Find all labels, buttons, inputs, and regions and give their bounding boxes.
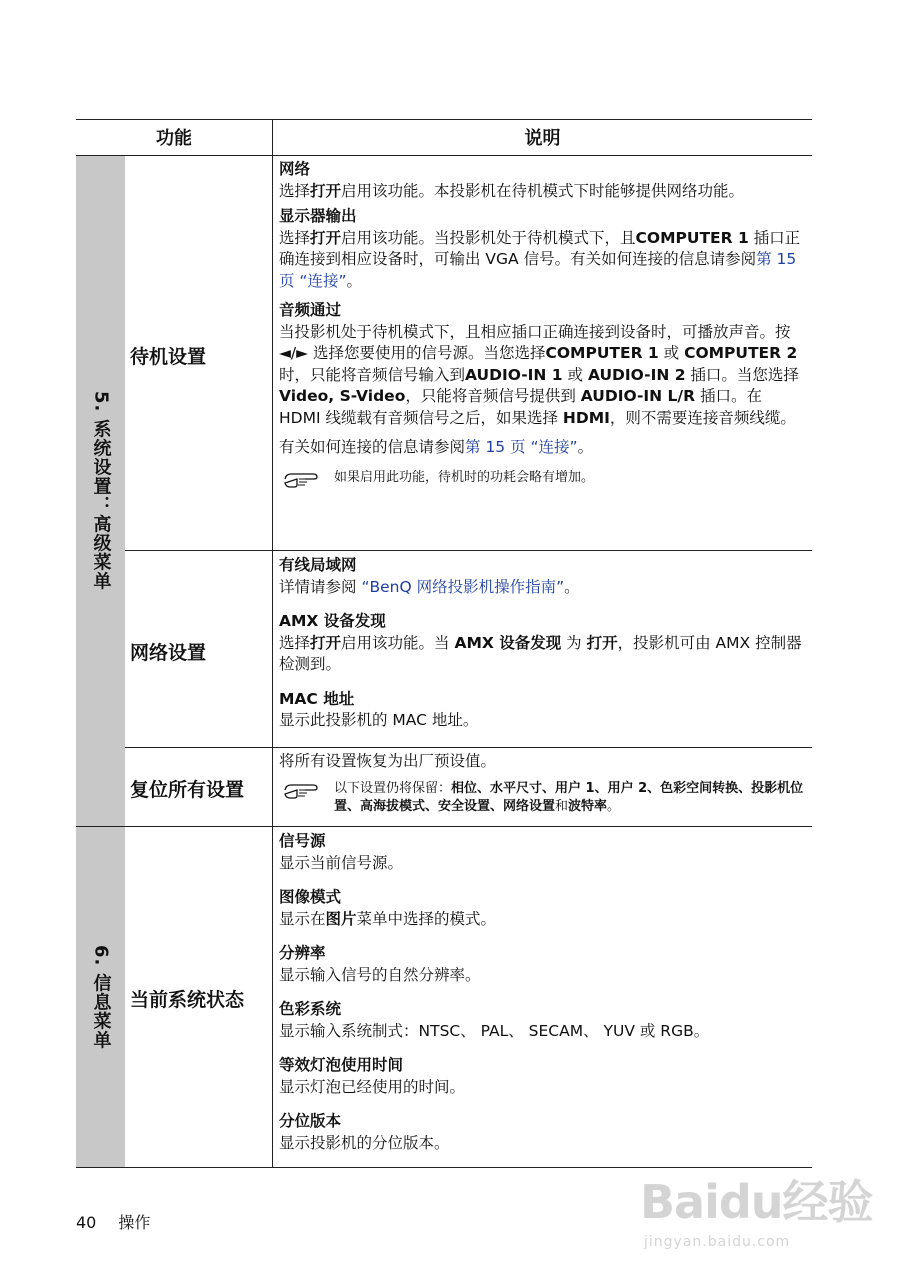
watermark-url: jingyan.baidu.com: [644, 1234, 791, 1250]
network-text: 选择打开启用该功能。本投影机在待机模式下时能够提供网络功能。: [279, 181, 745, 200]
reset-text: 将所有设置恢复为出厂预设值。: [279, 752, 497, 770]
source-heading: 信号源: [279, 832, 326, 850]
connection-link[interactable]: 第 15 页 “连接”: [279, 250, 797, 290]
connection-link[interactable]: 第 15 页 “连接”: [465, 438, 578, 456]
column-divider: [272, 119, 273, 1168]
color-system-heading: 色彩系统: [279, 1000, 342, 1018]
section-label-info: 6. 信息菜单: [90, 944, 112, 1050]
settings-table: [76, 119, 812, 1168]
row-divider: [125, 747, 812, 748]
mac-heading: MAC 地址: [279, 689, 355, 708]
header-divider: [76, 155, 812, 156]
status-description: [279, 831, 807, 1154]
standby-note: 如果启用此功能，待机时的功耗会略有增加。: [279, 469, 807, 487]
footer-section: 操作: [118, 1213, 151, 1232]
network-heading: 网络: [279, 160, 311, 178]
section-label-advanced: 5. 系统设置：高级菜单: [90, 391, 112, 591]
audio-pass-text: 当投影机处于待机模式下，且相应插口正确连接到设备时，可播放声音。按 ◄/► 选择您要使用的信号源。当您选择COMPUTER 1 或 COMPUTER 2 时，只能将音频信号输入到AUDIO-IN 1 或 AUDIO-IN 2 插口。当您选择 Video, S-Video，只能将音频信号提供到 AUDIO-IN L/R 插口。在 HDMI 线缆载有音频信号之后，如果选择 HDMI，则不需要连接音频线缆。: [279, 322, 799, 427]
feature-system-status: 当前系统状态: [130, 989, 245, 1011]
feature-network: 网络设置: [130, 642, 207, 664]
monitor-out-heading: 显示器输出: [279, 207, 357, 225]
amx-text: 选择打开启用该功能。当 AMX 设备发现 为 打开，投影机可由 AMX 控制器检测到。: [279, 633, 802, 673]
monitor-out-text: 选择打开启用该功能。当投影机处于待机模式下，且COMPUTER 1 插口正确连接到相应设备时，可输出 VGA 信号。有关如何连接的信息请参阅第 15 页 “连接”。: [279, 228, 801, 290]
standby-description: [279, 159, 807, 487]
lamp-hours-heading: 等效灯泡使用时间: [279, 1056, 404, 1074]
feature-reset: 复位所有设置: [130, 779, 245, 801]
firmware-heading: 分位版本: [279, 1112, 342, 1130]
audio-pass-heading: 音频通过: [279, 301, 342, 319]
pointing-hand-icon: [283, 470, 321, 488]
baidu-watermark: [640, 1148, 890, 1263]
color-system-text: 显示输入系统制式：NTSC、 PAL、 SECAM、 YUV 或 RGB。: [279, 1021, 710, 1040]
watermark-logo: Baidu经验: [640, 1175, 873, 1229]
reset-note: 以下设置仍将保留：相位、水平尺寸、用户 1、用户 2、色彩空间转换、投影机位置、高海拔模式、安全设置、网络设置和波特率。: [279, 780, 807, 816]
section-divider: [76, 826, 812, 827]
benq-guide-link[interactable]: “BenQ 网络投影机操作指南”: [361, 577, 565, 596]
page-number: 40: [76, 1213, 97, 1232]
feature-standby: 待机设置: [130, 346, 207, 368]
page-footer: [76, 1210, 172, 1233]
pointing-hand-icon: [283, 781, 321, 799]
firmware-text: 显示投影机的分位版本。: [279, 1133, 450, 1152]
lan-heading: 有线局域网: [279, 556, 357, 574]
amx-heading: AMX 设备发现: [279, 612, 386, 630]
picture-mode-heading: 图像模式: [279, 888, 342, 906]
lan-text: 详情请参阅 “BenQ 网络投影机操作指南”。: [279, 577, 580, 596]
source-text: 显示当前信号源。: [279, 853, 404, 872]
header-feature: 功能: [156, 128, 192, 149]
lamp-hours-text: 显示灯泡已经使用的时间。: [279, 1077, 466, 1096]
resolution-heading: 分辨率: [279, 944, 326, 962]
picture-mode-text: 显示在图片菜单中选择的模式。: [279, 909, 497, 928]
reset-description: [279, 751, 807, 816]
network-description: [279, 555, 807, 732]
header-description: 说明: [524, 128, 561, 149]
row-divider: [125, 550, 812, 551]
mac-text: 显示此投影机的 MAC 地址。: [279, 711, 479, 729]
audio-ref-text: 有关如何连接的信息请参阅第 15 页 “连接”。: [279, 438, 594, 456]
resolution-text: 显示输入信号的自然分辨率。: [279, 965, 481, 984]
